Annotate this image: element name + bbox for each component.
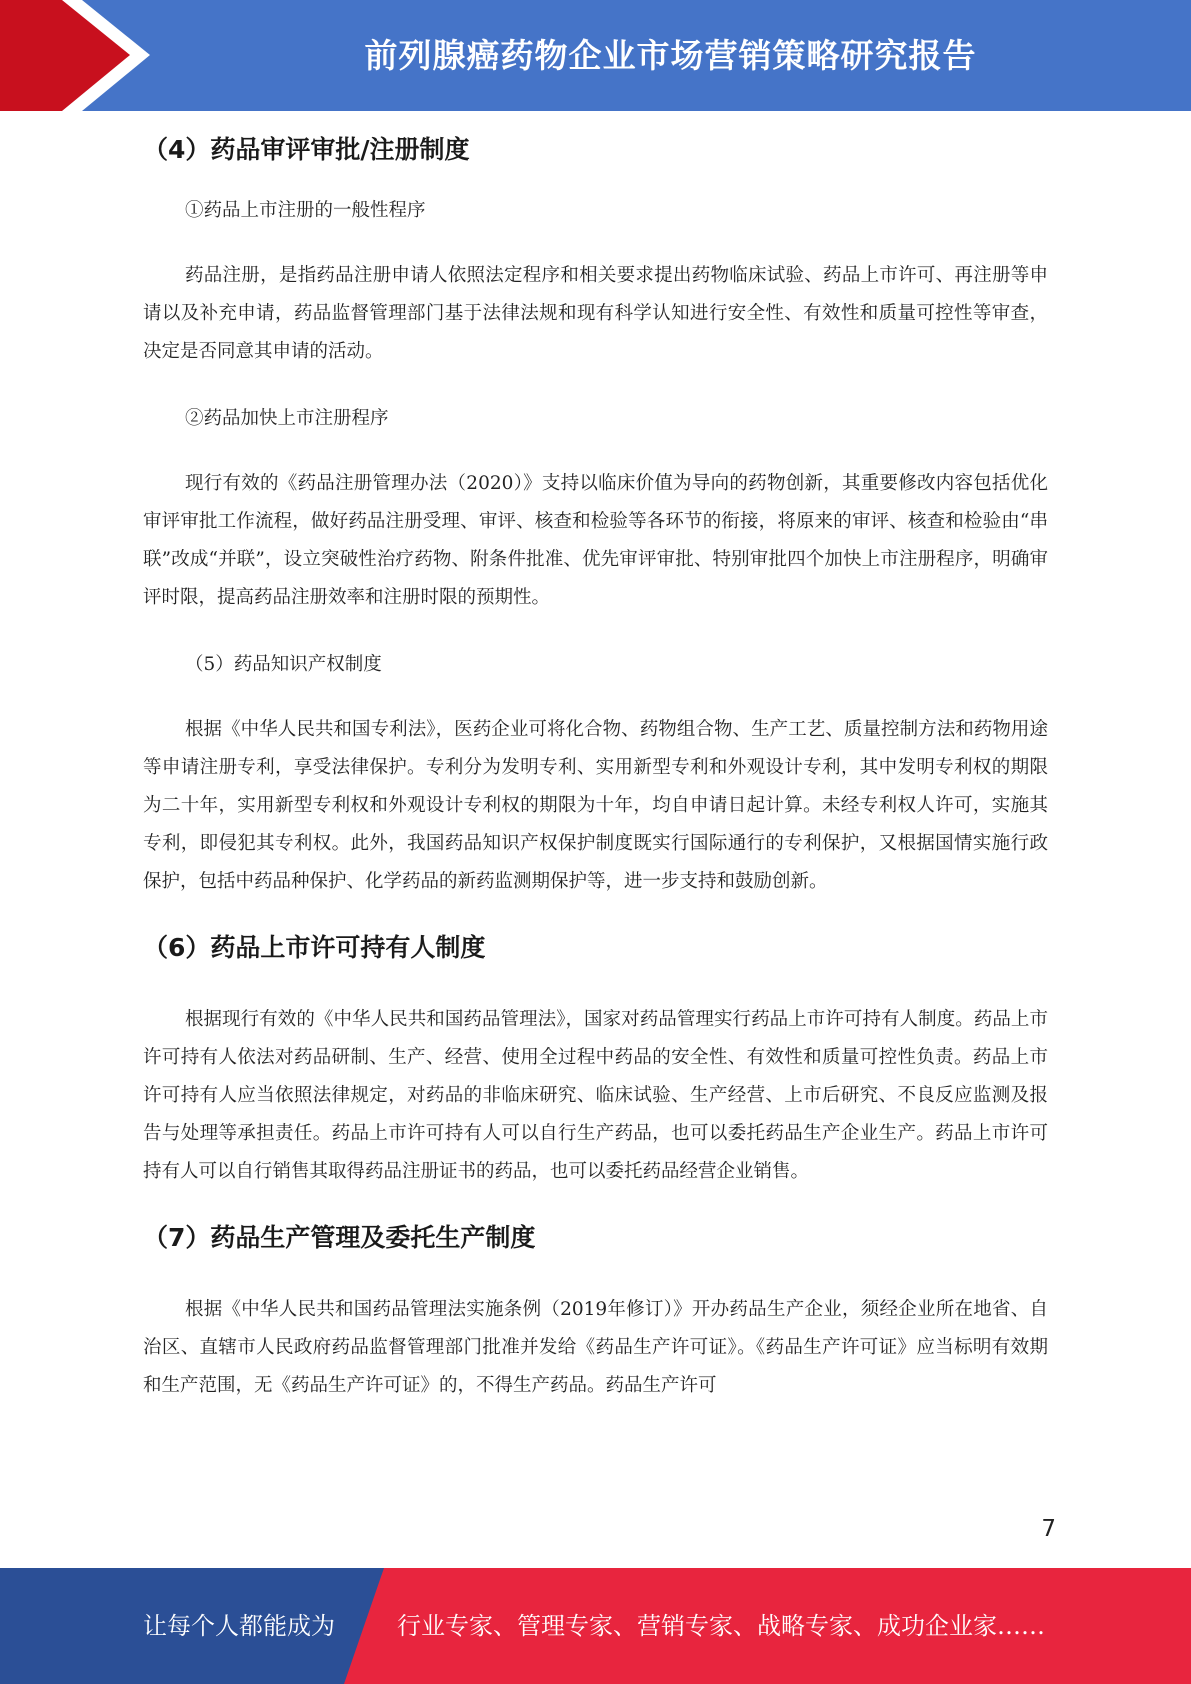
page-number: 7 (1041, 1516, 1056, 1542)
paragraph-mah: 根据现行有效的《中华人民共和国药品管理法》，国家对药品管理实行药品上市许可持有人制度。药品上市许可持有人依法对药品研制、生产、经营、使用全过程中药品的安全性、有效性和质量可控性负责。药品上市许可持有人应当依照法律规定，对药品的非临床研究、临床试验、生产经营、上市后研究、不良反应监测及报告与处理等承担责任。药品上市许可持有人可以自行生产药品，也可以委托药品生产企业生产。药品上市许可持有人可以自行销售其取得药品注册证书的药品，也可以委托药品经营企业销售。 (143, 1009, 1048, 1182)
subheading-accelerated-procedure: ②药品加快上市注册程序 (185, 408, 389, 429)
page-footer (0, 1568, 1191, 1684)
chevron-logo-icon (0, 0, 160, 111)
subheading-general-procedure: ①药品上市注册的一般性程序 (185, 200, 426, 221)
paragraph-registration: 药品注册，是指药品注册申请人依照法定程序和相关要求提出药物临床试验、药品上市许可、再注册等申请以及补充申请，药品监督管理部门基于法律法规和现有科学认知进行安全性、有效性和质量可控性等审查，决定是否同意其申请的活动。 (143, 265, 1048, 362)
paragraph-production: 根据《中华人民共和国药品管理法实施条例（2019年修订）》开办药品生产企业，须经企业所在地省、自治区、直辖市人民政府药品监督管理部门批准并发给《药品生产许可证》。《药品生产许可证》应当标明有效期和生产范围，无《药品生产许可证》的，不得生产药品。药品生产许可 (143, 1299, 1048, 1396)
section-heading-6: （6）药品上市许可持有人制度 (143, 933, 486, 962)
footer-slogan-right: 行业专家、管理专家、营销专家、战略专家、成功企业家…… (397, 1612, 1045, 1640)
report-title: 前列腺癌药物企业市场营销策略研究报告 (364, 35, 977, 75)
report-header (0, 0, 1191, 111)
page-content (143, 125, 1048, 1405)
footer-slogan-left: 让每个人都能成为 (143, 1612, 335, 1640)
section-heading-7: （7）药品生产管理及委托生产制度 (143, 1223, 536, 1252)
paragraph-accelerated: 现行有效的《药品注册管理办法（2020）》支持以临床价值为导向的药物创新，其重要修改内容包括优化审评审批工作流程，做好药品注册受理、审评、核查和检验等各环节的衔接，将原来的审评、核查和检验由“串联”改成“并联”，设立突破性治疗药物、附条件批准、优先审评审批、特别审批四个加快上市注册程序，明确审评时限，提高药品注册效率和注册时限的预期性。 (143, 473, 1048, 608)
paragraph-patent: 根据《中华人民共和国专利法》，医药企业可将化合物、药物组合物、生产工艺、质量控制方法和药物用途等申请注册专利，享受法律保护。专利分为发明专利、实用新型专利和外观设计专利，其中发明专利权的期限为二十年，实用新型专利权和外观设计专利权的期限为十年，均自申请日起计算。未经专利权人许可，实施其专利，即侵犯其专利权。此外，我国药品知识产权保护制度既实行国际通行的专利保护，又根据国情实施行政保护，包括中药品种保护、化学药品的新药监测期保护等，进一步支持和鼓励创新。 (143, 719, 1048, 892)
subheading-ip-system: （5）药品知识产权制度 (185, 654, 382, 675)
section-heading-4: （4）药品审评审批/注册制度 (143, 135, 470, 164)
